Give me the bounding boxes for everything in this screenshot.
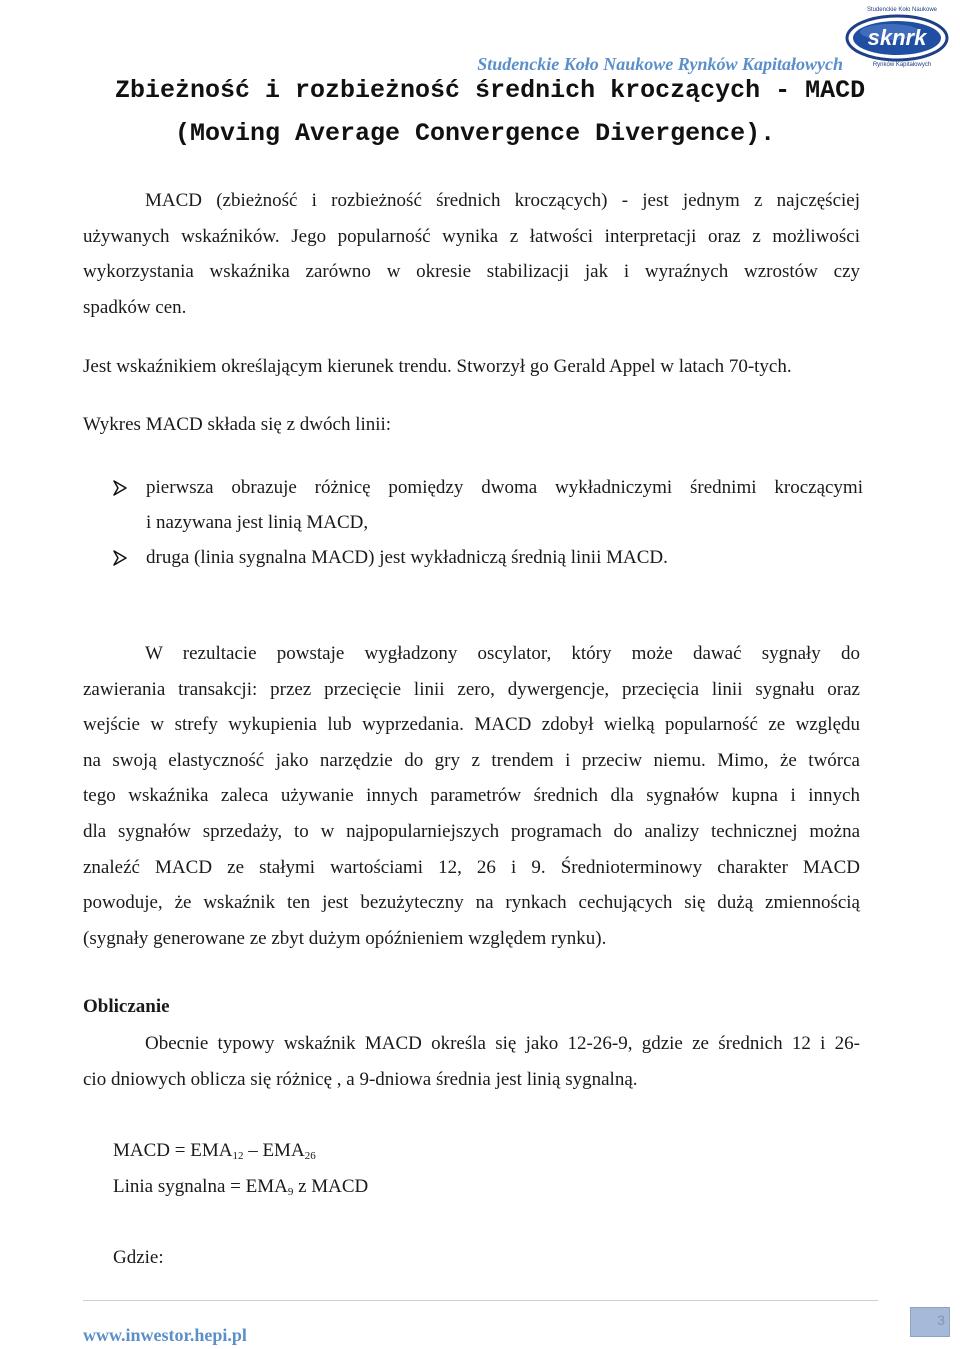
arrow-bullet-icon: [113, 550, 127, 566]
lines-intro: Wykres MACD składa się z dwóch linii:: [83, 414, 392, 435]
header-title: Studenckie Koło Naukowe Rynków Kapitałowych: [477, 54, 843, 74]
formula-subscript: 9: [287, 1186, 294, 1198]
bullet-list: [113, 470, 863, 575]
arrow-bullet-icon: [113, 480, 127, 496]
intro-line: MACD (zbieżność i rozbieżność średnich kroczących) - jest jednym z najczęściej: [145, 190, 860, 211]
logo-arc-bottom: Rynków Kapitałowych: [872, 62, 932, 68]
section-heading: Obliczanie: [83, 996, 170, 1017]
where-label: Gdzie:: [113, 1247, 164, 1268]
formula-signal: [113, 1176, 368, 1198]
bullet-text: pierwsza obrazuje różnicę pomiędzy dwoma wykładniczymi średnimi kroczącymi: [146, 477, 863, 498]
formula-subscript: 26: [304, 1150, 316, 1162]
sknrk-logo: [840, 2, 952, 68]
formula-text: Linia sygnalna = EMA: [113, 1176, 288, 1197]
page-title-line2: (Moving Average Convergence Divergence).: [175, 119, 776, 148]
formula-text: – EMA: [243, 1140, 305, 1161]
formula-text: z MACD: [293, 1176, 369, 1197]
paragraph-line: tego wskaźnika zaleca używanie innych parametrów średnich dla sygnałów kupna i innych: [83, 785, 860, 807]
paragraph-line: wejście w strefy wykupienia lub wyprzedania. MACD zdobył wielką popularność ze względu: [83, 714, 860, 736]
formula-macd: [113, 1140, 316, 1162]
calc-line: cio dniowych oblicza się różnicę , a 9-dniowa średnia jest linią sygnalną.: [83, 1069, 638, 1090]
page-number: 3: [937, 1312, 945, 1328]
paragraph-line: zawierania transakcji: przez przecięcie linii zero, dywergencje, przecięcia linii sygnału oraz: [83, 678, 860, 700]
intro-line: spadków cen.: [83, 296, 187, 318]
intro-line: wykorzystania wskaźnika zarówno w okresie stabilizacji jak i wyraźnych wzrostów czy: [83, 261, 860, 282]
footer-url[interactable]: www.inwestor.hepi.pl: [83, 1325, 247, 1345]
logo-text: sknrk: [867, 25, 927, 50]
trend-sentence: Jest wskaźnikiem określającym kierunek trendu. Stworzył go Gerald Appel w latach 70-tych.: [83, 356, 792, 377]
logo-arc-top: Studenckie Koło Naukowe: [866, 7, 938, 13]
paragraph-line: (sygnały generowane ze zbyt dużym opóźnieniem względem rynku).: [83, 927, 607, 949]
formula-subscript: 12: [232, 1150, 244, 1162]
bullet-text: druga (linia sygnalna MACD) jest wykładniczą średnią linii MACD.: [146, 547, 668, 568]
result-paragraph: [83, 636, 860, 956]
list-item: [113, 540, 863, 575]
paragraph-line: powoduje, że wskaźnik ten jest bezużyteczny na rynkach cechujących się dużą zmiennością: [83, 892, 860, 914]
bullet-text: i nazywana jest linią MACD,: [146, 512, 369, 533]
paragraph-line: znaleźć MACD ze stałymi wartościami 12, 26 i 9. Średnioterminowy charakter MACD: [83, 856, 860, 878]
page-number-box: [910, 1307, 950, 1337]
calculation-paragraph: [83, 1026, 860, 1098]
formula-text: MACD = EMA: [113, 1140, 233, 1161]
list-item: [113, 470, 863, 540]
paragraph-line: W rezultacie powstaje wygładzony oscylator, który może dawać sygnały do: [145, 643, 860, 664]
paragraph-line: na swoją elastyczność jako narzędzie do gry z trendem i przeciw niemu. Mimo, że twórca: [83, 749, 860, 771]
intro-line: używanych wskaźników. Jego popularność wynika z łatwości interpretacji oraz z możliwości: [83, 225, 860, 247]
intro-paragraph: [83, 183, 860, 325]
page-title-line1: Zbieżność i rozbieżność średnich kroczących - MACD: [115, 76, 866, 105]
paragraph-line: dla sygnałów sprzedaży, to w najpopularniejszych programach do analizy technicznej można: [83, 820, 860, 842]
calc-line: Obecnie typowy wskaźnik MACD określa się jako 12-26-9, gdzie ze średnich 12 i 26-: [145, 1033, 860, 1054]
footer-divider: [83, 1300, 878, 1301]
